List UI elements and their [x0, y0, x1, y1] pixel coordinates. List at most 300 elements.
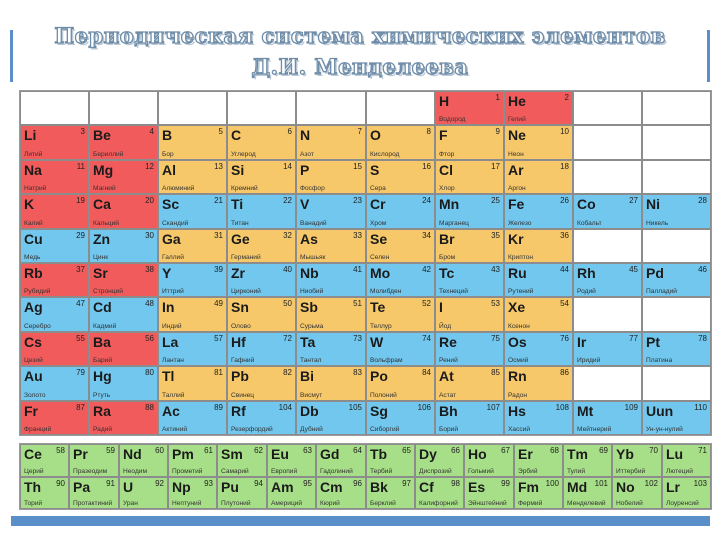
element-cell [89, 263, 158, 297]
element-symbol: Dy [419, 446, 437, 462]
bottom-accent-bar [11, 516, 710, 526]
element-symbol: Mg [93, 162, 114, 178]
element-name: Бериллий [93, 151, 124, 158]
element-name: Гелий [508, 116, 526, 123]
element-symbol: Se [370, 231, 388, 247]
element-cell [504, 401, 573, 435]
atomic-number: 36 [560, 231, 569, 240]
element-symbol: Am [271, 479, 294, 495]
element-cell [158, 125, 227, 160]
atomic-number: 85 [491, 368, 500, 377]
element-name: Калифорний [419, 500, 458, 507]
element-cell [366, 194, 435, 229]
element-name: Фермий [518, 500, 543, 507]
element-symbol: Pa [73, 479, 91, 495]
atomic-number: 70 [649, 446, 658, 455]
atomic-number: 22 [283, 196, 292, 205]
element-symbol: Md [567, 479, 588, 495]
element-name: Ниобий [300, 288, 324, 295]
element-name: Лантан [162, 357, 184, 364]
element-name: Гадолиний [320, 468, 353, 475]
atomic-number: 27 [629, 196, 638, 205]
element-cell [227, 366, 296, 401]
atomic-number: 81 [214, 368, 223, 377]
element-cell [435, 297, 504, 332]
element-symbol: Zr [231, 265, 245, 281]
atomic-number: 49 [214, 299, 223, 308]
element-symbol: Ni [646, 196, 660, 212]
atomic-number: 74 [422, 334, 431, 343]
element-name: Лоуренсий [666, 500, 699, 507]
element-symbol: Pb [231, 368, 249, 384]
element-symbol: Ar [508, 162, 524, 178]
atomic-number: 15 [353, 162, 362, 171]
element-cell [20, 263, 89, 297]
element-symbol: Pu [221, 479, 239, 495]
element-cell [89, 194, 158, 229]
element-name: Железо [508, 220, 532, 227]
element-cell [119, 477, 168, 509]
element-cell [20, 297, 89, 332]
element-name: Медь [24, 254, 41, 261]
element-symbol: Re [439, 334, 457, 350]
element-cell [158, 160, 227, 194]
element-cell [89, 229, 158, 263]
element-name: Ванадий [300, 220, 327, 227]
atomic-number: 47 [76, 299, 85, 308]
element-name: Борий [439, 426, 459, 433]
element-symbol: La [162, 334, 179, 350]
element-symbol: Ta [300, 334, 316, 350]
element-cell [158, 194, 227, 229]
empty-cell [642, 366, 711, 401]
element-cell [642, 401, 711, 435]
element-symbol: Kr [508, 231, 524, 247]
atomic-number: 110 [694, 403, 707, 412]
element-symbol: F [439, 127, 448, 143]
element-name: Индий [162, 323, 182, 330]
element-cell [435, 91, 504, 125]
element-symbol: Hg [93, 368, 112, 384]
element-cell [504, 125, 573, 160]
element-cell [69, 477, 119, 509]
element-symbol: Tc [439, 265, 455, 281]
element-name: Резерфордий [231, 426, 273, 433]
element-name: Уран [123, 500, 138, 507]
element-cell [20, 229, 89, 263]
element-symbol: Gd [320, 446, 340, 462]
atomic-number: 46 [698, 265, 707, 274]
element-symbol: Ba [93, 334, 111, 350]
atomic-number: 89 [214, 403, 223, 412]
element-cell [158, 229, 227, 263]
atomic-number: 76 [560, 334, 569, 343]
atomic-number: 8 [426, 127, 431, 136]
element-name: Дубний [300, 426, 323, 433]
element-cell [514, 477, 563, 509]
element-name: Золото [24, 392, 46, 399]
element-name: Технеций [439, 288, 468, 295]
element-symbol: Rb [24, 265, 43, 281]
element-symbol: Yb [616, 446, 634, 462]
element-cell [563, 444, 612, 477]
atomic-number: 92 [155, 479, 164, 488]
element-cell [296, 194, 366, 229]
atomic-number: 73 [353, 334, 362, 343]
element-cell [366, 401, 435, 435]
element-name: Вольфрам [370, 357, 403, 364]
element-symbol: Ac [162, 403, 180, 419]
atomic-number: 19 [76, 196, 85, 205]
element-symbol: Bk [370, 479, 388, 495]
element-name: Празеодим [73, 468, 108, 475]
element-symbol: Lu [666, 446, 684, 462]
atomic-number: 20 [145, 196, 154, 205]
atomic-number: 39 [214, 265, 223, 274]
element-cell [89, 366, 158, 401]
atomic-number: 88 [145, 403, 154, 412]
atomic-number: 64 [353, 446, 362, 455]
element-name: Осмий [508, 357, 529, 364]
element-cell [464, 444, 514, 477]
element-name: Тулий [567, 468, 586, 475]
element-name: Аргон [508, 185, 526, 192]
element-cell [435, 229, 504, 263]
atomic-number: 100 [545, 479, 559, 488]
element-name: Радон [508, 392, 528, 399]
element-cell [227, 297, 296, 332]
element-symbol: Sg [370, 403, 388, 419]
atomic-number: 87 [76, 403, 85, 412]
element-symbol: Os [508, 334, 527, 350]
atomic-number: 63 [303, 446, 312, 455]
element-symbol: Li [24, 127, 37, 143]
atomic-number: 79 [76, 368, 85, 377]
atomic-number: 80 [145, 368, 154, 377]
element-symbol: Rh [577, 265, 596, 281]
element-cell [573, 332, 642, 366]
atomic-number: 29 [76, 231, 85, 240]
element-name: Плутоний [221, 500, 251, 507]
atomic-number: 12 [145, 162, 154, 171]
atomic-number: 43 [491, 265, 500, 274]
element-name: Молибден [370, 288, 402, 295]
element-name: Кобальт [577, 220, 602, 227]
element-cell [504, 229, 573, 263]
element-cell [642, 263, 711, 297]
element-name: Ртуть [93, 392, 111, 399]
element-symbol: Sr [93, 265, 108, 281]
element-name: Хлор [439, 185, 455, 192]
atomic-number: 62 [254, 446, 263, 455]
atomic-number: 7 [357, 127, 362, 136]
atomic-number: 13 [214, 162, 223, 171]
atomic-number: 23 [353, 196, 362, 205]
element-cell [20, 366, 89, 401]
element-name: Кислород [370, 151, 400, 158]
element-symbol: Ca [93, 196, 111, 212]
atomic-number: 1 [495, 93, 500, 102]
atomic-number: 16 [422, 162, 431, 171]
element-symbol: Te [370, 299, 386, 315]
element-cell [504, 263, 573, 297]
element-cell [563, 477, 612, 509]
element-name: Висмут [300, 392, 323, 399]
element-name: Ун-ун-нулий [646, 426, 683, 433]
atomic-number: 108 [555, 403, 569, 412]
element-name: Хассий [508, 426, 531, 433]
element-cell [89, 332, 158, 366]
element-symbol: Ru [508, 265, 527, 281]
empty-cell [642, 91, 711, 125]
element-symbol: N [300, 127, 311, 143]
atomic-number: 57 [214, 334, 223, 343]
atomic-number: 52 [422, 299, 431, 308]
element-name: Палладий [646, 288, 677, 295]
element-symbol: Rf [231, 403, 246, 419]
element-symbol: P [300, 162, 310, 178]
atomic-number: 105 [348, 403, 362, 412]
atomic-number: 58 [56, 446, 65, 455]
element-symbol: Pr [73, 446, 88, 462]
element-name: Эйнштейний [468, 500, 507, 507]
element-name: Иттрий [162, 288, 184, 295]
element-name: Алюминий [162, 185, 195, 192]
element-cell [227, 125, 296, 160]
atomic-number: 55 [76, 334, 85, 343]
element-symbol: Br [439, 231, 455, 247]
element-name: Ксенон [508, 323, 530, 330]
element-name: Рутений [508, 288, 534, 295]
element-cell [435, 332, 504, 366]
element-name: Фосфор [300, 185, 325, 192]
element-cell [158, 366, 227, 401]
element-cell [435, 160, 504, 194]
element-cell [20, 444, 69, 477]
element-symbol: Pd [646, 265, 664, 281]
element-name: Актиний [162, 426, 188, 433]
element-name: Сурьма [300, 323, 324, 330]
element-name: Цезий [24, 357, 43, 364]
element-symbol: At [439, 368, 454, 384]
atomic-number: 51 [353, 299, 362, 308]
element-cell [573, 194, 642, 229]
empty-cell [158, 91, 227, 125]
atomic-number: 42 [422, 265, 431, 274]
element-symbol: Po [370, 368, 388, 384]
empty-cell [642, 297, 711, 332]
element-name: Магний [93, 185, 116, 192]
element-cell [227, 332, 296, 366]
element-name: Торий [24, 500, 43, 507]
element-cell [89, 401, 158, 435]
atomic-number: 75 [491, 334, 500, 343]
element-symbol: Na [24, 162, 42, 178]
element-cell [168, 477, 217, 509]
atomic-number: 109 [624, 403, 638, 412]
element-cell [267, 444, 316, 477]
element-cell [158, 332, 227, 366]
atomic-number: 65 [402, 446, 411, 455]
element-cell [20, 477, 69, 509]
element-cell [89, 160, 158, 194]
element-name: Свинец [231, 392, 255, 399]
empty-cell [573, 297, 642, 332]
element-cell [662, 444, 711, 477]
page-title: Периодическая система химических элементов [54, 23, 666, 48]
element-name: Менделевий [567, 500, 606, 507]
empty-cell [642, 160, 711, 194]
element-name: Диспрозий [419, 468, 452, 475]
element-symbol: Cs [24, 334, 42, 350]
element-name: Нобелий [616, 500, 643, 507]
atomic-number: 54 [560, 299, 569, 308]
atomic-number: 44 [560, 265, 569, 274]
atomic-number: 96 [353, 479, 362, 488]
atomic-number: 106 [417, 403, 431, 412]
element-symbol: Cr [370, 196, 386, 212]
element-cell [504, 160, 573, 194]
element-name: Барий [93, 357, 113, 364]
element-symbol: U [123, 479, 134, 495]
element-cell [316, 477, 366, 509]
element-cell [366, 229, 435, 263]
element-symbol: Rn [508, 368, 527, 384]
element-symbol: Np [172, 479, 191, 495]
element-symbol: Bh [439, 403, 458, 419]
atomic-number: 6 [287, 127, 292, 136]
element-cell [316, 444, 366, 477]
element-cell [89, 297, 158, 332]
empty-cell [227, 91, 296, 125]
element-symbol: I [439, 299, 443, 315]
atomic-number: 25 [491, 196, 500, 205]
atomic-number: 98 [451, 479, 460, 488]
element-name: Углерод [231, 151, 256, 158]
atomic-number: 37 [76, 265, 85, 274]
element-name: Цинк [93, 254, 109, 261]
element-symbol: He [508, 93, 526, 109]
element-name: Стронций [93, 288, 123, 295]
atomic-number: 9 [495, 127, 500, 136]
element-name: Родий [577, 288, 596, 295]
atomic-number: 33 [353, 231, 362, 240]
element-cell [119, 444, 168, 477]
element-name: Цирконий [231, 288, 261, 295]
element-cell [612, 477, 662, 509]
element-cell [227, 160, 296, 194]
atomic-number: 103 [693, 479, 707, 488]
element-cell [296, 297, 366, 332]
element-cell [504, 366, 573, 401]
element-symbol: Mn [439, 196, 460, 212]
element-name: Йод [439, 323, 452, 330]
element-symbol: Cu [24, 231, 43, 247]
element-symbol: Ag [24, 299, 43, 315]
atomic-number: 4 [149, 127, 154, 136]
element-symbol: Al [162, 162, 176, 178]
atomic-number: 38 [145, 265, 154, 274]
element-cell [20, 194, 89, 229]
empty-cell [642, 229, 711, 263]
element-name: Скандий [162, 220, 189, 227]
element-name: Сиборгий [370, 426, 400, 433]
element-cell [296, 125, 366, 160]
element-symbol: Uun [646, 403, 674, 419]
atomic-number: 84 [422, 368, 431, 377]
element-cell [158, 297, 227, 332]
element-symbol: Ne [508, 127, 526, 143]
element-symbol: Hs [508, 403, 526, 419]
element-name: Иридий [577, 357, 601, 364]
element-symbol: Cm [320, 479, 343, 495]
element-symbol: S [370, 162, 380, 178]
element-name: Натрий [24, 185, 47, 192]
atomic-number: 77 [629, 334, 638, 343]
atomic-number: 104 [278, 403, 292, 412]
atomic-number: 17 [491, 162, 500, 171]
element-name: Фтор [439, 151, 455, 158]
element-cell [20, 125, 89, 160]
element-cell [296, 401, 366, 435]
atomic-number: 78 [698, 334, 707, 343]
element-cell [366, 477, 415, 509]
element-name: Неодим [123, 468, 148, 475]
element-cell [366, 263, 435, 297]
atomic-number: 18 [560, 162, 569, 171]
element-symbol: Y [162, 265, 172, 281]
page-subtitle: Д.И. Менделеева [251, 54, 469, 79]
element-symbol: K [24, 196, 35, 212]
element-name: Рений [439, 357, 458, 364]
atomic-number: 107 [486, 403, 500, 412]
element-cell [366, 444, 415, 477]
element-cell [217, 477, 267, 509]
element-name: Нептуний [172, 500, 202, 507]
element-name: Гольмий [468, 468, 494, 475]
element-symbol: Ga [162, 231, 181, 247]
atomic-number: 82 [283, 368, 292, 377]
atomic-number: 30 [145, 231, 154, 240]
element-name: Бром [439, 254, 456, 261]
atomic-number: 53 [491, 299, 500, 308]
element-symbol: Ce [24, 446, 42, 462]
element-symbol: Ti [231, 196, 244, 212]
element-cell [296, 229, 366, 263]
empty-cell [573, 91, 642, 125]
element-symbol: Ho [468, 446, 487, 462]
element-symbol: Co [577, 196, 596, 212]
atomic-number: 71 [698, 446, 707, 455]
atomic-number: 41 [353, 265, 362, 274]
element-symbol: As [300, 231, 318, 247]
element-symbol: Cf [419, 479, 434, 495]
element-name: Франций [24, 426, 52, 433]
element-name: Кадмий [93, 323, 117, 330]
element-name: Литий [24, 151, 43, 158]
empty-cell [20, 91, 89, 125]
element-symbol: Ir [577, 334, 587, 350]
atomic-number: 40 [283, 265, 292, 274]
element-cell [168, 444, 217, 477]
atomic-number: 5 [218, 127, 223, 136]
atomic-number: 45 [629, 265, 638, 274]
element-symbol: Nd [123, 446, 142, 462]
empty-cell [573, 366, 642, 401]
element-name: Неон [508, 151, 524, 158]
element-name: Астат [439, 392, 457, 399]
element-name: Таллий [162, 392, 185, 399]
